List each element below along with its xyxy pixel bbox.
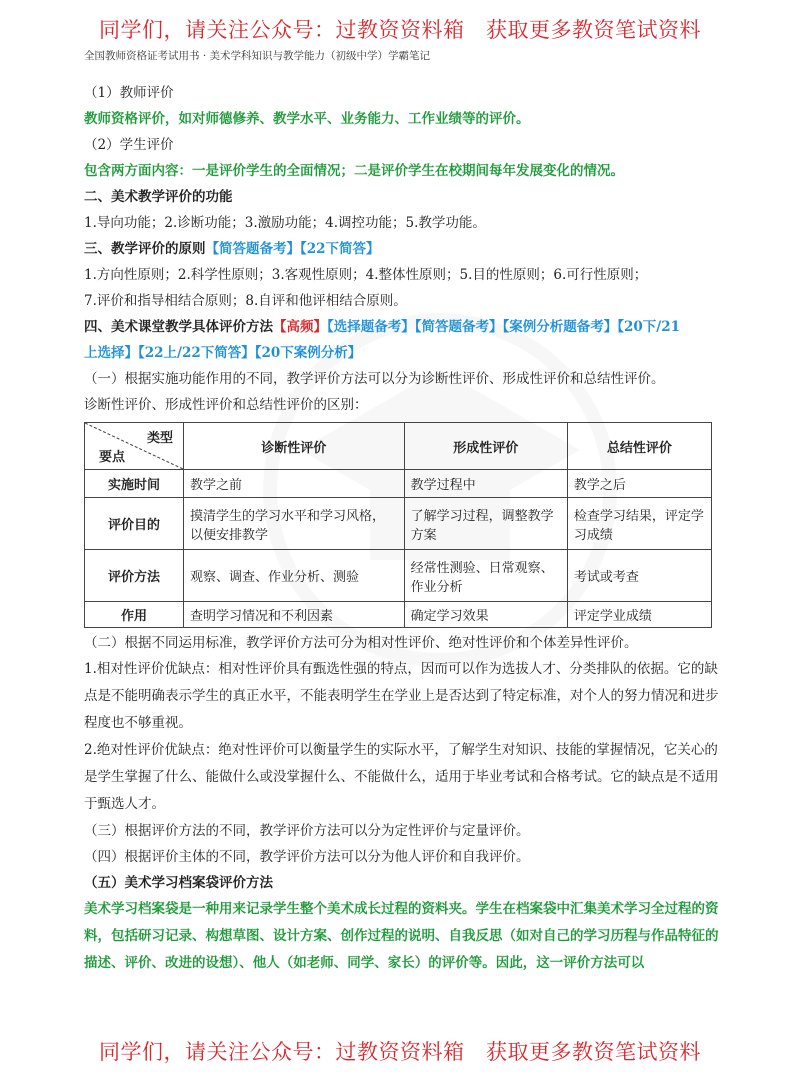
relative-eval-para: 1.相对性评价优缺点：相对性评价具有甄选性强的特点，因而可以作为选拔人才、分类排队的依据。它的缺点是不能明确表示学生的真正水平，不能表明学生在学业上是否达到了特定标准，对个人的努力情况和进步程度也不够重视。 (84, 661, 719, 731)
table-cell: 评定学业成绩 (567, 602, 711, 628)
principle-heading-line (84, 236, 724, 262)
table-cell: 经常性测验、日常观察、作业分析 (404, 550, 567, 602)
teacher-eval-body: 教师资格评价，如对师德修养、教学水平、业务能力、工作业绩等的评价。 (84, 111, 530, 127)
table-header-cell: 形成性评价 (404, 423, 567, 470)
method-type-para: （三）根据评价方法的不同，教学评价方法可以分为定性评价与定量评价。 (84, 823, 530, 839)
principle-list-1: 1.方向性原则；2.科学性原则；3.客观性原则；4.整体性原则；5.目的性原则；6.可行性原则； (84, 267, 648, 283)
principle-tag: 【简答题备考】【22下简答】 (205, 241, 380, 257)
table-row-key: 实施时间 (85, 470, 184, 498)
table-header-cell: 诊断性评价 (184, 423, 405, 470)
table-row (85, 550, 712, 602)
portfolio-heading: （五）美术学习档案袋评价方法 (84, 875, 273, 891)
table-cell: 观察、调查、作业分析、测验 (184, 550, 405, 602)
table-corner-cell (85, 423, 184, 470)
portfolio-body: 美术学习档案袋是一种用来记录学生整个美术成长过程的资料夹。学生在档案袋中汇集美术学习全过程的资料，包括研习记录、构想草图、设计方案、创作过程的说明、自我反思（如对自己的学习历程与作品特征的描述、评价、改进的设想）、他人（如老师、同学、家长）的评价等。因此，这一评价方法可以 (84, 901, 719, 971)
table-row (85, 602, 712, 628)
function-body: 1.导向功能；2.诊断功能；3.激励功能；4.调控功能；5.教学功能。 (84, 215, 486, 231)
subject-type-para: （四）根据评价主体的不同，教学评价方法可以分为他人评价和自我评价。 (84, 849, 530, 865)
principle-list-2: 7.评价和指导相结合原则；8.自评和他评相结合原则。 (84, 293, 407, 309)
table-row (85, 498, 712, 550)
table-cell: 查明学习情况和不利因素 (184, 602, 405, 628)
student-eval-heading: （2）学生评价 (84, 137, 174, 153)
table-row (85, 470, 712, 498)
top-banner: 同学们，请关注公众号：过教资资料箱 获取更多教资笔试资料 (99, 18, 701, 42)
method-para-1: （一）根据实施功能作用的不同，教学评价方法可以分为诊断性评价、形成性评价和总结性评价。 (84, 371, 665, 387)
corner-point-label: 要点 (99, 450, 126, 465)
method-tag-exam-1: 【选择题备考】【简答题备考】【案例分析题备考】【20下/21 (327, 319, 681, 335)
page-content (84, 80, 724, 977)
student-eval-body: 包含两方面内容：一是评价学生的全面情况；二是评价学生在校期间每年发展变化的情况。 (84, 163, 624, 179)
table-cell: 摸清学生的学习水平和学习风格，以便安排教学 (184, 498, 405, 550)
bottom-banner: 同学们，请关注公众号：过教资资料箱 获取更多教资笔试资料 (99, 1040, 701, 1064)
table-cell: 了解学习过程，调整教学方案 (404, 498, 567, 550)
table-header-row (85, 423, 712, 470)
table-cell: 检查学习结果，评定学习成绩 (567, 498, 711, 550)
method-heading: 四、美术课堂教学具体评价方法 (84, 319, 273, 335)
table-cell: 考试或考查 (567, 550, 711, 602)
evaluation-comparison-table (84, 422, 712, 628)
table-row-key: 作用 (85, 602, 184, 628)
table-row-key: 评价方法 (85, 550, 184, 602)
table-cell: 确定学习效果 (404, 602, 567, 628)
table-cell: 教学之后 (567, 470, 711, 498)
table-cell: 教学过程中 (404, 470, 567, 498)
method-heading-line (84, 314, 724, 340)
table-header-cell: 总结性评价 (567, 423, 711, 470)
function-heading: 二、美术教学评价的功能 (84, 189, 233, 205)
corner-type-label: 类型 (146, 431, 173, 446)
book-subtitle: 全国教师资格证考试用书 · 美术学科知识与教学能力（初级中学）学霸笔记 (84, 50, 431, 62)
standard-para: （二）根据不同运用标准，教学评价方法可分为相对性评价、绝对性评价和个体差异性评价。 (84, 635, 638, 651)
table-row-key: 评价目的 (85, 498, 184, 550)
principle-heading: 三、教学评价的原则 (84, 241, 206, 257)
method-tag-frequent: 【高频】 (273, 319, 327, 335)
method-tag-exam-2: 上选择】【22上/22下简答】【20下案例分析】 (84, 345, 362, 361)
method-para-2: 诊断性评价、形成性评价和总结性评价的区别： (84, 397, 368, 413)
absolute-eval-para: 2.绝对性评价优缺点：绝对性评价可以衡量学生的实际水平，了解学生对知识、技能的掌握情况，它关心的是学生掌握了什么、能做什么或没掌握什么、不能做什么，适用于毕业考试和合格考试。它的缺点是不适用于甄选人才。 (84, 742, 719, 812)
table-cell: 教学之前 (184, 470, 405, 498)
teacher-eval-heading: （1）教师评价 (84, 85, 174, 101)
